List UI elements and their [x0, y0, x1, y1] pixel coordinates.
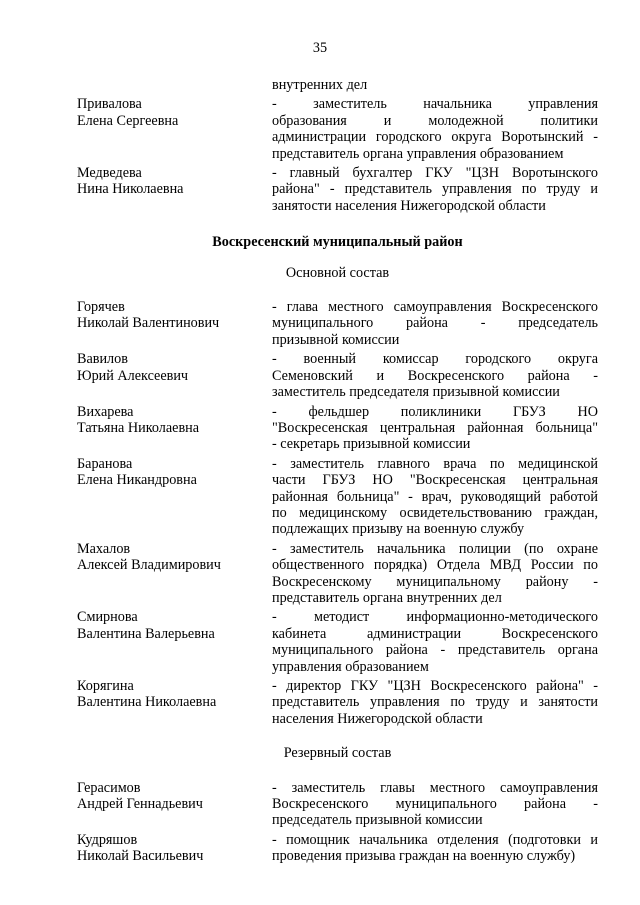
description-line: района" - представитель управления по труду и: [272, 181, 598, 198]
description-line: представитель управления по труду и занятости: [272, 694, 598, 711]
description-line: - секретарь призывной комиссии: [272, 436, 471, 453]
member-name: [77, 609, 272, 675]
description-line: председатель призывной комиссии: [272, 812, 483, 829]
member-surname: Герасимов: [77, 779, 141, 796]
member-name: [77, 456, 272, 538]
description-line: образования и молодежной политики: [272, 112, 598, 129]
entry-description: [272, 77, 598, 93]
description-line: Семеновский и Воскресенского района -: [272, 367, 598, 384]
description-line: "Воскресенская центральная районная больница": [272, 419, 598, 436]
description-line: кабинета администрации Воскресенского: [272, 625, 598, 642]
member-entry: [77, 404, 598, 453]
description-line: - военный комиссар городского округа: [272, 351, 598, 368]
member-given-names: Алексей Владимирович: [77, 557, 221, 574]
member-name: [77, 541, 272, 607]
member-surname: Медведева: [77, 165, 142, 182]
member-given-names: Юрий Алексеевич: [77, 367, 189, 384]
member-role-description: [272, 299, 598, 348]
member-given-names: Елена Сергеевна: [77, 112, 179, 129]
member-given-names: Николай Валентинович: [77, 315, 220, 332]
member-name: [77, 351, 272, 400]
member-entry: [77, 678, 598, 727]
member-given-names: Валентина Николаевна: [77, 694, 217, 711]
description-line: - заместитель главного врача по медицинской: [272, 455, 598, 472]
main-entries-list: [77, 299, 598, 727]
reserve-composition-title: Резервный состав: [283, 745, 392, 762]
member-surname: Смирнова: [77, 609, 138, 626]
description-line: представитель органа управления образованием: [272, 145, 564, 162]
page-number: 35: [312, 40, 328, 56]
reserve-entries-list: [77, 780, 598, 865]
description-line: населения Нижегородской области: [272, 710, 483, 727]
member-role-description: [272, 165, 598, 214]
description-line: внутренних дел: [272, 77, 368, 93]
member-surname: Баранова: [77, 455, 133, 472]
description-line: - заместитель главы местного самоуправления: [272, 779, 598, 796]
description-line: администрации городского округа Воротынский -: [272, 129, 598, 146]
member-surname: Вавилов: [77, 351, 128, 368]
member-entry: [77, 165, 598, 214]
continuation-entry: [77, 77, 598, 93]
description-line: Воскресенскому муниципальному району -: [272, 573, 598, 590]
description-line: - методист информационно-методического: [272, 609, 598, 626]
description-line: призывной комиссии: [272, 331, 400, 348]
description-line: - заместитель начальника полиции (по охране: [272, 540, 598, 557]
member-given-names: Андрей Геннадьевич: [77, 796, 203, 813]
member-role-description: [272, 456, 598, 538]
description-line: части ГБУЗ НО "Воскресенская центральная: [272, 472, 598, 489]
description-line: подлежащих призыву на военную службу: [272, 521, 525, 538]
description-line: Воскресенского муниципального района -: [272, 796, 598, 813]
member-name: [77, 299, 272, 348]
member-name: [77, 678, 272, 727]
member-role-description: [272, 678, 598, 727]
section-title: Воскресенский муниципальный район: [212, 234, 463, 251]
description-line: - помощник начальника отделения (подготовки и: [272, 831, 598, 848]
description-line: - фельдшер поликлиники ГБУЗ НО: [272, 403, 598, 420]
member-name: [77, 165, 272, 214]
description-line: занятости населения Нижегородской области: [272, 197, 546, 214]
member-name: [77, 832, 272, 865]
member-surname: Корягина: [77, 678, 134, 694]
member-given-names: Николай Васильевич: [77, 848, 204, 865]
member-entry: [77, 299, 598, 348]
member-entry: [77, 780, 598, 829]
description-line: муниципального района - председатель: [272, 315, 598, 332]
member-name: [77, 404, 272, 453]
member-role-description: [272, 832, 598, 865]
member-role-description: [272, 351, 598, 400]
member-given-names: Валентина Валерьевна: [77, 625, 215, 642]
description-line: - директор ГКУ "ЦЗН Воскресенского района" -: [272, 678, 598, 694]
entry-name-empty: [77, 77, 272, 93]
description-line: общественного порядка) Отдела МВД России по: [272, 557, 598, 574]
member-entry: [77, 609, 598, 675]
description-line: - заместитель начальника управления: [272, 96, 598, 113]
member-name: [77, 96, 272, 162]
description-line: муниципального района - представитель органа: [272, 642, 598, 659]
member-role-description: [272, 780, 598, 829]
member-role-description: [272, 96, 598, 162]
member-role-description: [272, 609, 598, 675]
member-name: [77, 780, 272, 829]
description-line: управления образованием: [272, 658, 429, 675]
member-surname: Вихарева: [77, 403, 134, 420]
member-given-names: Нина Николаевна: [77, 181, 184, 198]
description-line: по медицинскому освидетельствованию граждан,: [272, 504, 598, 521]
document-body: [77, 77, 598, 868]
description-line: - главный бухгалтер ГКУ "ЦЗН Воротынского: [272, 165, 598, 182]
member-given-names: Татьяна Николаевна: [77, 419, 200, 436]
description-line: районная больница" - врач, руководящий работой: [272, 488, 598, 505]
member-entry: [77, 541, 598, 607]
main-composition-title: Основной состав: [285, 264, 390, 281]
member-surname: Кудряшов: [77, 831, 138, 848]
description-line: представитель органа внутренних дел: [272, 589, 502, 606]
member-surname: Махалов: [77, 540, 131, 557]
member-role-description: [272, 541, 598, 607]
member-role-description: [272, 404, 598, 453]
member-given-names: Елена Никандровна: [77, 472, 197, 489]
member-entry: [77, 832, 598, 865]
top-entries-list: [77, 96, 598, 214]
member-surname: Привалова: [77, 96, 142, 113]
member-entry: [77, 456, 598, 538]
member-entry: [77, 96, 598, 162]
description-line: - глава местного самоуправления Воскресенского: [272, 299, 598, 316]
member-entry: [77, 351, 598, 400]
description-line: проведения призыва граждан на военную службу): [272, 848, 576, 865]
member-surname: Горячев: [77, 299, 125, 316]
description-line: заместитель председателя призывной комиссии: [272, 384, 560, 401]
